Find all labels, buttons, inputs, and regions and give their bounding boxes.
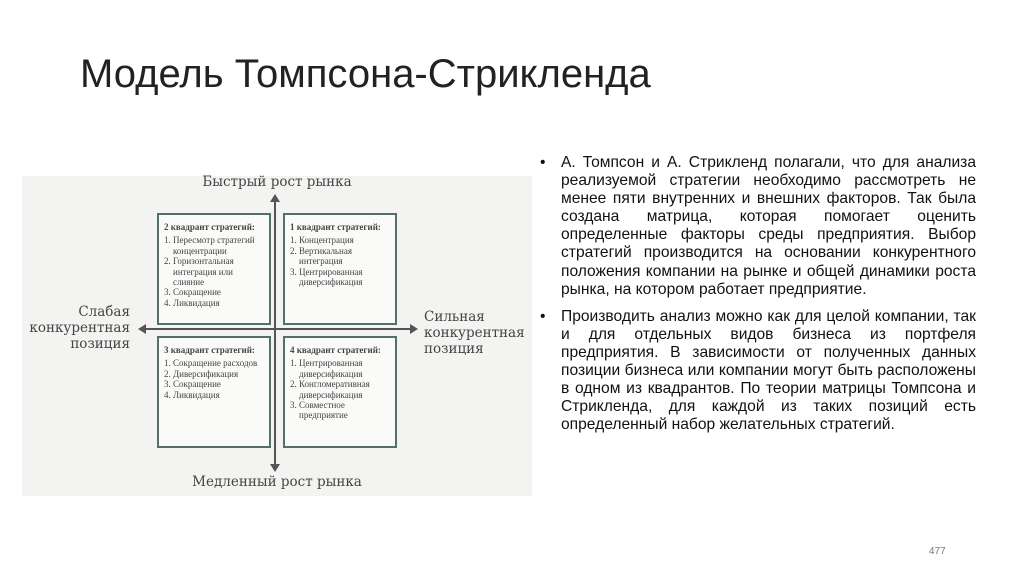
strategy-item: 1. Сокращение расходов bbox=[164, 358, 258, 369]
strategy-item: 4. Ликвидация bbox=[164, 389, 220, 400]
arrow-up-icon bbox=[270, 194, 280, 202]
quadrant-2 bbox=[157, 213, 271, 325]
vertical-axis bbox=[274, 198, 276, 468]
quadrant-1 bbox=[283, 213, 397, 325]
strategy-item: 3. Центрированная диверсификация bbox=[290, 266, 363, 288]
strategy-item: 1. Пересмотр стратегий концентрации bbox=[164, 235, 255, 256]
right-label-line: Сильная bbox=[424, 309, 485, 325]
strategy-item: 3. Сокращение bbox=[164, 287, 221, 298]
top-axis-label: Быстрый рост рынка bbox=[202, 174, 352, 190]
quadrant-heading: 2 квадрант стратегий: bbox=[164, 222, 255, 232]
bullet-item bbox=[540, 308, 976, 435]
quadrant-heading: 3 квадрант стратегий: bbox=[164, 345, 255, 355]
strategy-item: 2. Горизонтальная интеграция или слияние bbox=[164, 256, 234, 288]
arrow-right-icon bbox=[410, 324, 418, 334]
thompson-strickland-matrix bbox=[22, 176, 532, 496]
arrow-left-icon bbox=[138, 324, 146, 334]
strategy-item: 3. Совместное предприятие bbox=[290, 400, 348, 421]
bullet-item bbox=[540, 154, 976, 299]
strategy-item: 2. Диверсификация bbox=[164, 368, 239, 379]
quadrant-4 bbox=[283, 336, 397, 448]
strategy-item: 1. Концентрация bbox=[290, 235, 354, 246]
right-label-line: позиция bbox=[424, 341, 484, 357]
left-label-line: конкурентная bbox=[29, 320, 130, 336]
arrow-down-icon bbox=[270, 464, 280, 472]
slide-title: Модель Томпсона-Стрикленда bbox=[80, 52, 651, 96]
page-number: 477 bbox=[929, 546, 946, 557]
quadrant-heading: 4 квадрант стратегий: bbox=[290, 345, 381, 355]
quadrant-heading: 1 квадрант стратегий: bbox=[290, 222, 381, 232]
quadrant-3 bbox=[157, 336, 271, 448]
right-label-line: конкурентная bbox=[424, 325, 525, 341]
bullet-list bbox=[540, 154, 976, 443]
horizontal-axis bbox=[144, 328, 412, 330]
bullet-text: Производить анализ можно как для целой компании, так и для отдельных видов бизнеса из портфеля предприятия. В зависимости от полученных данных позиции бизнеса или компании могут быть расположены в одном из квадрантов. По теории матрицы Томпсона и Стрикленда, для каждой из таких позиций есть определенный набор желательных стратегий. bbox=[561, 307, 976, 434]
bullet-icon: • bbox=[540, 154, 546, 171]
strategy-item: 2. Конгломеративная диверсификация bbox=[290, 379, 370, 400]
left-axis-label bbox=[22, 304, 130, 352]
strategy-item: 1. Центрированная диверсификация bbox=[290, 358, 363, 379]
strategy-item: 2. Вертикальная интеграция bbox=[290, 245, 352, 267]
left-label-line: позиция bbox=[70, 336, 130, 352]
bullet-text: А. Томпсон и А. Стрикленд полагали, что для анализа реализуемой стратегии необходимо рассмотреть не менее пяти внутренних и внешних факторов. Так была создана матрица, которая помогает оценить определенные факторы среды предприятия. Выбор стратегий производится на основании конкурентного положения компании на рынке и общей динамики роста рынка, на котором работает предприятие. bbox=[561, 154, 976, 298]
left-label-line: Слабая bbox=[78, 304, 130, 320]
strategy-item: 3. Сокращение bbox=[164, 379, 221, 390]
strategy-item: 4. Ликвидация bbox=[164, 297, 220, 308]
right-axis-label bbox=[424, 309, 525, 357]
bullet-icon: • bbox=[540, 307, 546, 325]
bottom-axis-label: Медленный рост рынка bbox=[192, 474, 362, 490]
